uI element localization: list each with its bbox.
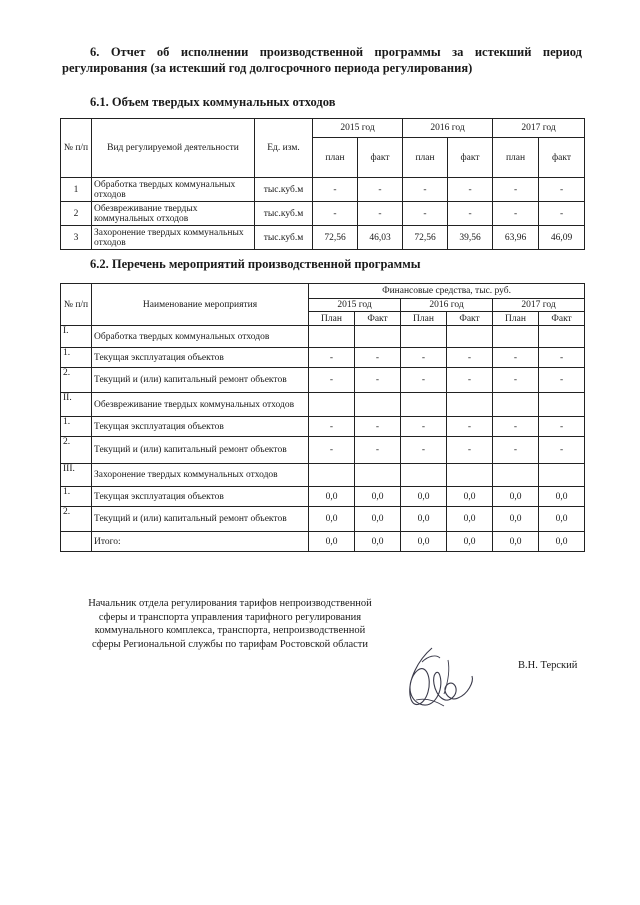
cell-value: 46,09 xyxy=(539,226,585,250)
cell-value: - xyxy=(313,178,358,202)
cell-value: 0,0 xyxy=(401,487,447,507)
section-6-1-title: 6.1. Объем твердых коммунальных отходов xyxy=(90,95,336,109)
table-row xyxy=(61,532,585,552)
cell-value xyxy=(401,464,447,487)
waste-volume-table xyxy=(60,118,585,250)
cell-value: 72,56 xyxy=(313,226,358,250)
cell-value: - xyxy=(355,368,401,393)
col-header-plan: план xyxy=(313,138,358,178)
cell-value: - xyxy=(358,178,403,202)
cell-value: 0,0 xyxy=(539,532,585,552)
cell-value: - xyxy=(447,417,493,437)
cell-value: - xyxy=(309,417,355,437)
cell-value: 0,0 xyxy=(355,532,401,552)
cell-value: - xyxy=(447,348,493,368)
cell-value xyxy=(539,464,585,487)
row-measure-name: Текущая эксплуатация объектов xyxy=(92,348,309,368)
table-row xyxy=(61,226,585,250)
row-number: 3 xyxy=(61,226,92,250)
cell-value: 39,56 xyxy=(448,226,493,250)
row-number: I. xyxy=(61,326,92,348)
col-header-fact: факт xyxy=(358,138,403,178)
row-number xyxy=(61,532,92,552)
table-row xyxy=(61,487,585,507)
cell-value: 0,0 xyxy=(401,507,447,532)
col-header-2015: 2015 год xyxy=(313,119,403,138)
table-row xyxy=(61,417,585,437)
col-header-financing: Финансовые средства, тыс. руб. xyxy=(309,284,585,299)
row-number: II. xyxy=(61,393,92,417)
cell-value: - xyxy=(539,417,585,437)
cell-value: - xyxy=(403,178,448,202)
table-row xyxy=(61,393,585,417)
table-row xyxy=(61,437,585,464)
col-header-num: № п/п xyxy=(61,284,92,326)
row-number: 2. xyxy=(61,437,92,464)
cell-value xyxy=(401,393,447,417)
cell-value: 0,0 xyxy=(447,507,493,532)
cell-value xyxy=(493,393,539,417)
col-header-2015: 2015 год xyxy=(309,299,401,312)
handwritten-signature xyxy=(388,640,508,720)
col-header-unit: Ед. изм. xyxy=(255,119,313,178)
col-header-2017: 2017 год xyxy=(493,299,585,312)
cell-value xyxy=(447,326,493,348)
row-measure-name: Итого: xyxy=(92,532,309,552)
col-header-2016: 2016 год xyxy=(401,299,493,312)
table-row xyxy=(61,202,585,226)
col-header-plan: План xyxy=(493,312,539,326)
col-header-fact: Факт xyxy=(355,312,401,326)
row-unit: тыс.куб.м xyxy=(255,202,313,226)
cell-value: - xyxy=(401,348,447,368)
cell-value: - xyxy=(448,178,493,202)
cell-value xyxy=(539,326,585,348)
cell-value: - xyxy=(403,202,448,226)
table-row xyxy=(61,348,585,368)
row-number: 2. xyxy=(61,368,92,393)
col-header-kind: Вид регулируемой деятельности xyxy=(92,119,255,178)
cell-value: - xyxy=(493,202,539,226)
cell-value xyxy=(447,464,493,487)
table-row xyxy=(61,326,585,348)
row-number: 1. xyxy=(61,348,92,368)
row-kind: Обезвреживание твердых коммунальных отходов xyxy=(92,202,255,226)
cell-value: 0,0 xyxy=(539,507,585,532)
cell-value xyxy=(355,326,401,348)
col-header-plan: план xyxy=(493,138,539,178)
row-number: 2. xyxy=(61,507,92,532)
col-header-num: № п/п xyxy=(61,119,92,178)
row-measure-name: Текущий и (или) капитальный ремонт объектов xyxy=(92,437,309,464)
cell-value: 0,0 xyxy=(493,532,539,552)
cell-value: - xyxy=(493,437,539,464)
cell-value: 63,96 xyxy=(493,226,539,250)
cell-value: - xyxy=(309,437,355,464)
col-header-fact: Факт xyxy=(539,312,585,326)
cell-value: - xyxy=(539,178,585,202)
col-header-plan: план xyxy=(403,138,448,178)
cell-value xyxy=(493,464,539,487)
row-measure-name: Захоронение твердых коммунальных отходов xyxy=(92,464,309,487)
cell-value: - xyxy=(539,368,585,393)
col-header-2017: 2017 год xyxy=(493,119,585,138)
row-number: 1 xyxy=(61,178,92,202)
row-unit: тыс.куб.м xyxy=(255,226,313,250)
row-measure-name: Текущий и (или) капитальный ремонт объектов xyxy=(92,507,309,532)
report-heading: 6. Отчет об исполнении производственной программы за истекший период регулирования (за истекший год долгосрочного периода регулирования) xyxy=(62,45,582,75)
row-measure-name: Обработка твердых коммунальных отходов xyxy=(92,326,309,348)
row-number: 1. xyxy=(61,417,92,437)
cell-value: 0,0 xyxy=(309,532,355,552)
cell-value xyxy=(447,393,493,417)
section-6-2-title: 6.2. Перечень мероприятий производственной программы xyxy=(90,257,421,271)
cell-value xyxy=(309,393,355,417)
cell-value: 0,0 xyxy=(401,532,447,552)
cell-value: - xyxy=(448,202,493,226)
table-row xyxy=(61,368,585,393)
col-header-name: Наименование мероприятия xyxy=(92,284,309,326)
cell-value: - xyxy=(493,178,539,202)
cell-value xyxy=(539,393,585,417)
cell-value xyxy=(493,326,539,348)
row-kind: Обработка твердых коммунальных отходов xyxy=(92,178,255,202)
cell-value: - xyxy=(447,437,493,464)
cell-value: - xyxy=(539,348,585,368)
cell-value: - xyxy=(539,202,585,226)
table-row xyxy=(61,464,585,487)
row-measure-name: Текущий и (или) капитальный ремонт объектов xyxy=(92,368,309,393)
row-number: III. xyxy=(61,464,92,487)
cell-value: - xyxy=(401,437,447,464)
cell-value: - xyxy=(355,417,401,437)
cell-value: 72,56 xyxy=(403,226,448,250)
signatory-name: В.Н. Терский xyxy=(518,660,578,671)
row-kind: Захоронение твердых коммунальных отходов xyxy=(92,226,255,250)
signatory-position: Начальник отдела регулирования тарифов непроизводственной сферы и транспорта управления тарифного регулирования коммунального комплекса, транспорта, непроизводственной сферы Региональной службы по тарифам Ростовской области xyxy=(88,598,372,650)
col-header-plan: План xyxy=(401,312,447,326)
cell-value: - xyxy=(447,368,493,393)
table-row xyxy=(61,178,585,202)
cell-value: - xyxy=(539,437,585,464)
cell-value: 46,03 xyxy=(358,226,403,250)
cell-value: - xyxy=(309,368,355,393)
cell-value: 0,0 xyxy=(355,507,401,532)
program-measures-table xyxy=(60,283,585,552)
row-measure-name: Обезвреживание твердых коммунальных отходов xyxy=(92,393,309,417)
cell-value: - xyxy=(401,417,447,437)
cell-value: - xyxy=(358,202,403,226)
row-number: 2 xyxy=(61,202,92,226)
cell-value: 0,0 xyxy=(539,487,585,507)
cell-value xyxy=(355,393,401,417)
row-unit: тыс.куб.м xyxy=(255,178,313,202)
cell-value: - xyxy=(313,202,358,226)
row-measure-name: Текущая эксплуатация объектов xyxy=(92,417,309,437)
cell-value: 0,0 xyxy=(447,532,493,552)
col-header-fact: факт xyxy=(539,138,585,178)
cell-value: 0,0 xyxy=(355,487,401,507)
cell-value: 0,0 xyxy=(447,487,493,507)
cell-value: - xyxy=(493,368,539,393)
col-header-fact: факт xyxy=(448,138,493,178)
cell-value: 0,0 xyxy=(493,487,539,507)
cell-value: - xyxy=(355,437,401,464)
row-number: 1. xyxy=(61,487,92,507)
cell-value xyxy=(309,326,355,348)
col-header-plan: План xyxy=(309,312,355,326)
col-header-fact: Факт xyxy=(447,312,493,326)
cell-value: 0,0 xyxy=(493,507,539,532)
cell-value: - xyxy=(309,348,355,368)
cell-value: 0,0 xyxy=(309,507,355,532)
cell-value xyxy=(401,326,447,348)
col-header-2016: 2016 год xyxy=(403,119,493,138)
cell-value xyxy=(309,464,355,487)
cell-value: - xyxy=(493,348,539,368)
cell-value: - xyxy=(493,417,539,437)
cell-value: 0,0 xyxy=(309,487,355,507)
row-measure-name: Текущая эксплуатация объектов xyxy=(92,487,309,507)
cell-value: - xyxy=(355,348,401,368)
cell-value xyxy=(355,464,401,487)
table-row xyxy=(61,507,585,532)
cell-value: - xyxy=(401,368,447,393)
